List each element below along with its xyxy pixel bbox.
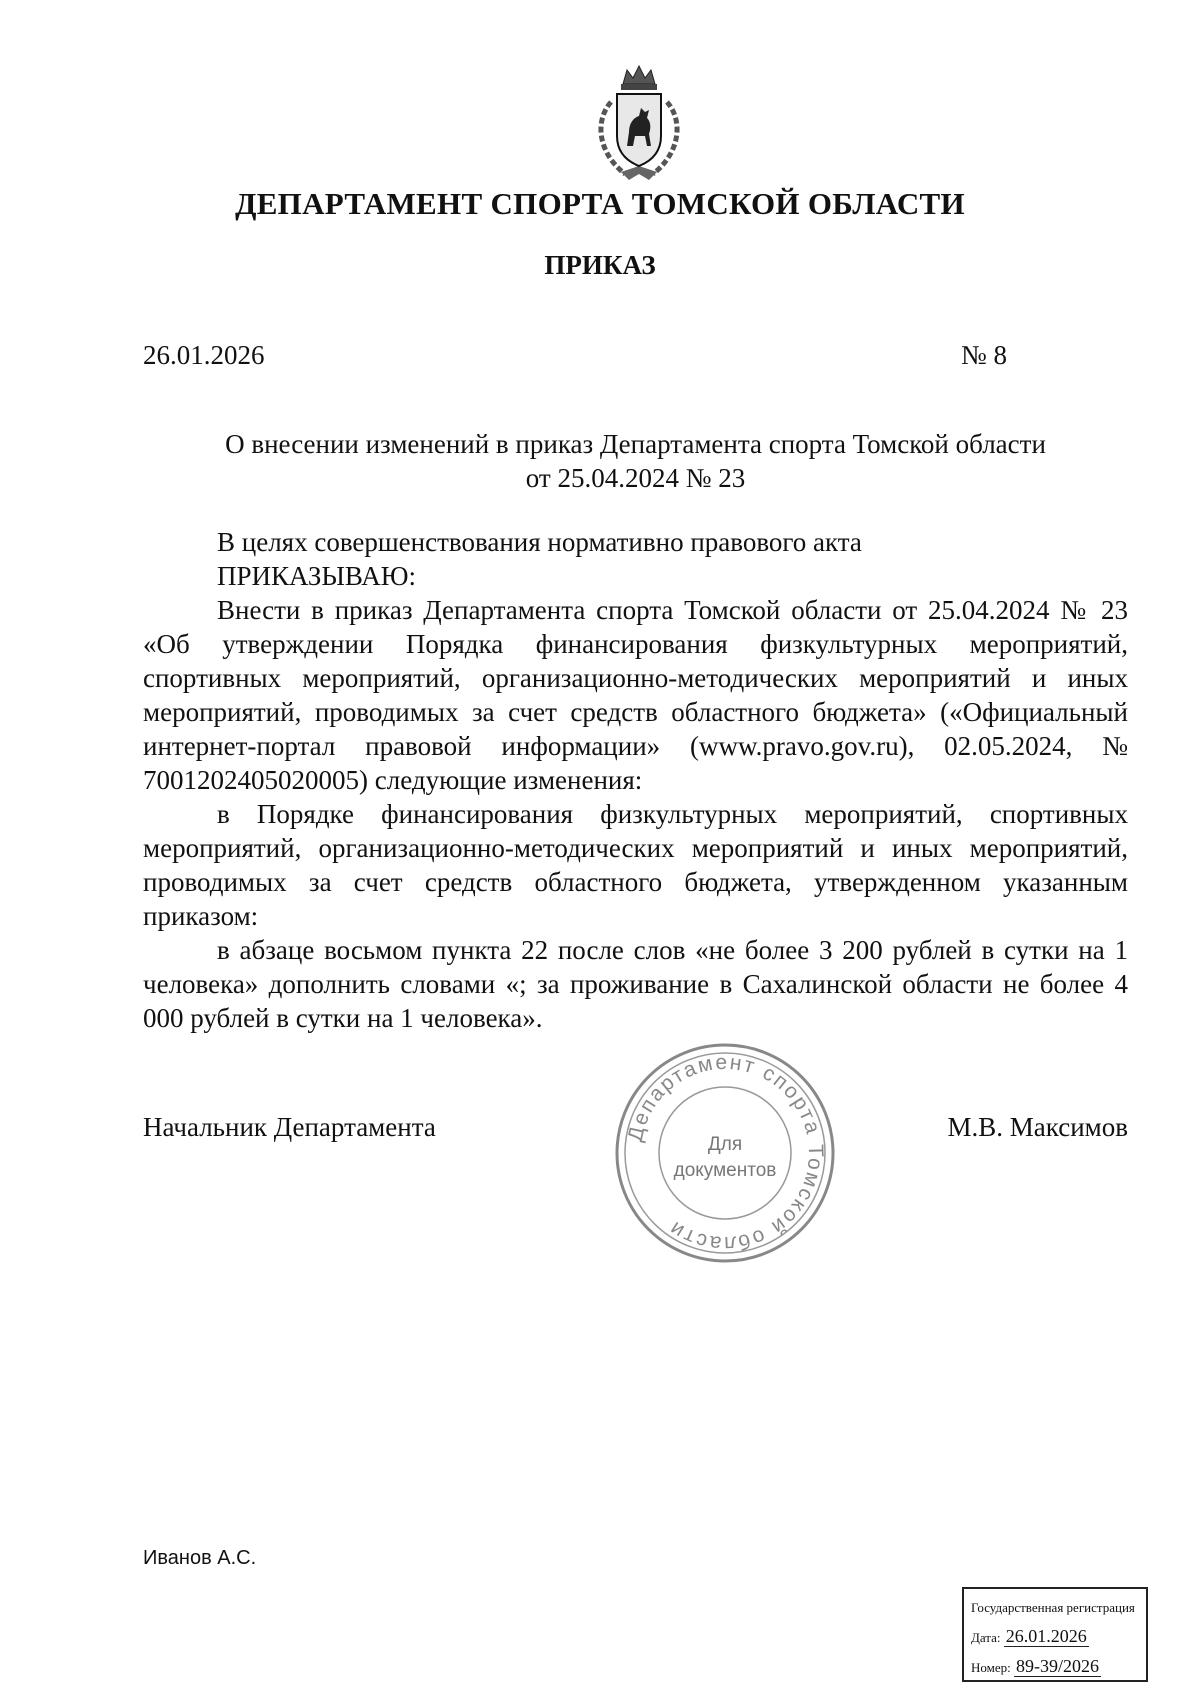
registration-date-label: Дата: [971,1630,1001,1645]
signatory-position: Начальник Департамента [143,1112,436,1142]
subject-line-1: О внесении изменений в приказ Департамента спорта Томской области [225,429,1046,459]
tomsk-region-coat-of-arms-icon [585,62,693,184]
registration-number-value: 89-39/2026 [1016,1656,1099,1676]
document-body [143,525,1128,1035]
registration-number-label: Номер: [971,1660,1011,1675]
document-subject [143,427,1128,495]
document-number: № 8 [960,340,1007,370]
registration-box [962,1587,1148,1682]
official-stamp [612,1040,838,1266]
executor-name: Иванов А.С. [143,1547,257,1569]
registration-number-row [971,1652,1139,1682]
registration-title: Государственная регистрация [971,1600,1135,1615]
registration-date-value: 26.01.2026 [1005,1626,1087,1646]
signatory-name: М.В. Максимов [947,1112,1128,1142]
document-date: 26.01.2026 [143,340,265,370]
stamp-center-line-2: документов [673,1160,777,1181]
document-type: ПРИКАЗ [544,250,656,280]
stamp-outer-text: Департамент спорта Томской области [623,1050,828,1256]
body-paragraph-3: Внести в приказ Департамента спорта Томской области от 25.04.2024 № 23 «Об утверждении Порядка финансирования физкультурных мероприятий, спортивных мероприятий, организационно-методических мероприятий и иных мероприятий, проводимых за счет средств областного бюджета» («Официальный интернет-портал правовой информации» (www.pravo.gov.ru), 02.05.2024, № 7001202405020005) следующие изменения: [143,595,1128,795]
stamp-center-line-1: Для [707,1134,743,1155]
subject-line-2: от 25.04.2024 № 23 [525,463,746,493]
organization-title: ДЕПАРТАМЕНТ СПОРТА ТОМСКОЙ ОБЛАСТИ [235,186,965,221]
body-paragraph-order: ПРИКАЗЫВАЮ: [217,561,416,591]
body-paragraph-5: в абзаце восьмом пункта 22 после слов «не более 3 200 рублей в сутки на 1 человека» дополнить словами «; за проживание в Сахалинской области не более 4 000 рублей в сутки на 1 человека». [143,935,1128,1033]
body-paragraph-1: В целях совершенствования нормативно правового акта [217,527,862,557]
body-paragraph-4: в Порядке финансирования физкультурных мероприятий, спортивных мероприятий, организационно-методических мероприятий и иных мероприятий, проводимых за счет средств областного бюджета, утвержденном указанным приказом: [143,799,1128,931]
registration-date-row [971,1622,1139,1652]
